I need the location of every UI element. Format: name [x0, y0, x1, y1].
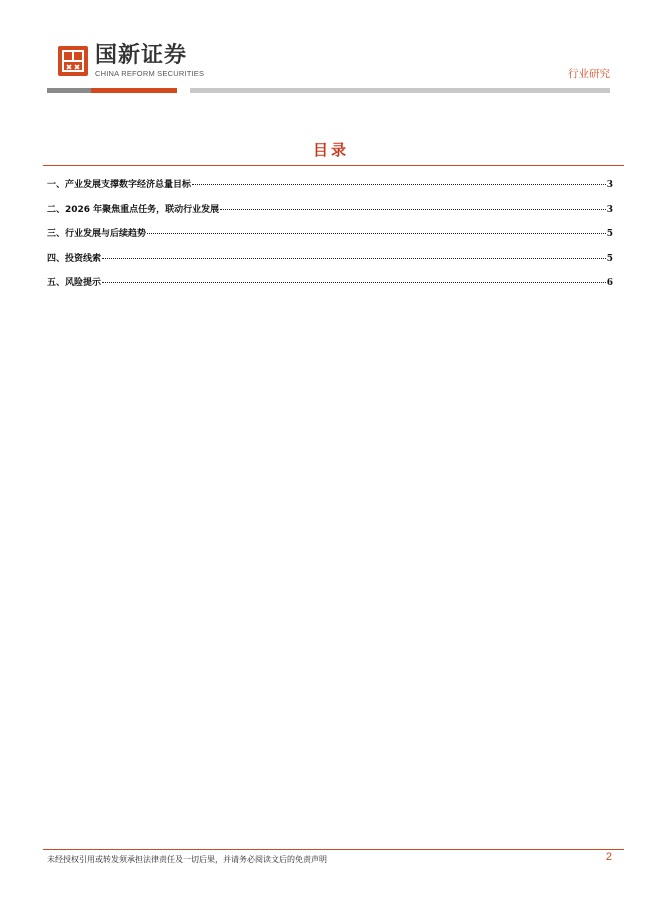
toc-dot-leader [102, 282, 606, 283]
toc-entry-page: 3 [606, 180, 613, 190]
toc-entry[interactable] [47, 202, 613, 227]
toc-entry-page: 3 [606, 204, 613, 215]
toc-dot-leader [102, 258, 606, 259]
toc-entry-label: 五、风险提示 [47, 278, 102, 288]
toc-entry-page: 6 [606, 278, 613, 288]
page-number: 2 [605, 851, 612, 863]
toc-list [47, 177, 613, 300]
toc-entry[interactable] [47, 275, 613, 300]
toc-title: 目录 [312, 141, 349, 159]
toc-entry-page: 5 [606, 229, 613, 239]
header-bar-light [190, 88, 610, 93]
toc-entry-label: 一、产业发展支撑数字经济总量目标 [47, 180, 192, 190]
toc-entry-label: 二、2026 年聚焦重点任务，联动行业发展 [47, 204, 220, 215]
logo-chinese-name: 国新证券 [95, 43, 188, 68]
header-bar-accent [91, 88, 177, 93]
toc-entry[interactable] [47, 251, 613, 276]
footer-divider [43, 849, 624, 850]
logo-text [95, 44, 204, 78]
toc-dot-leader [192, 184, 606, 185]
toc-divider [43, 165, 624, 166]
toc-entry[interactable] [47, 226, 613, 251]
toc-entry-label: 三、行业发展与后续趋势 [47, 229, 147, 239]
report-type-label: 行业研究 [568, 68, 610, 80]
logo-english-name: CHINA REFORM SECURITIES [95, 69, 205, 78]
toc-entry[interactable] [47, 177, 613, 202]
footer-disclaimer: 未经授权引用或转发须承担法律责任及一切后果，并请务必阅读文后的免责声明 [47, 855, 327, 864]
toc-dot-leader [147, 233, 606, 234]
toc-entry-page: 5 [606, 253, 613, 264]
toc-dot-leader [220, 209, 606, 210]
company-logo [58, 44, 204, 78]
china-reform-securities-logo-icon [58, 46, 88, 76]
header-bar-gray [47, 88, 91, 93]
toc-entry-label: 四、投资线索 [47, 253, 102, 264]
